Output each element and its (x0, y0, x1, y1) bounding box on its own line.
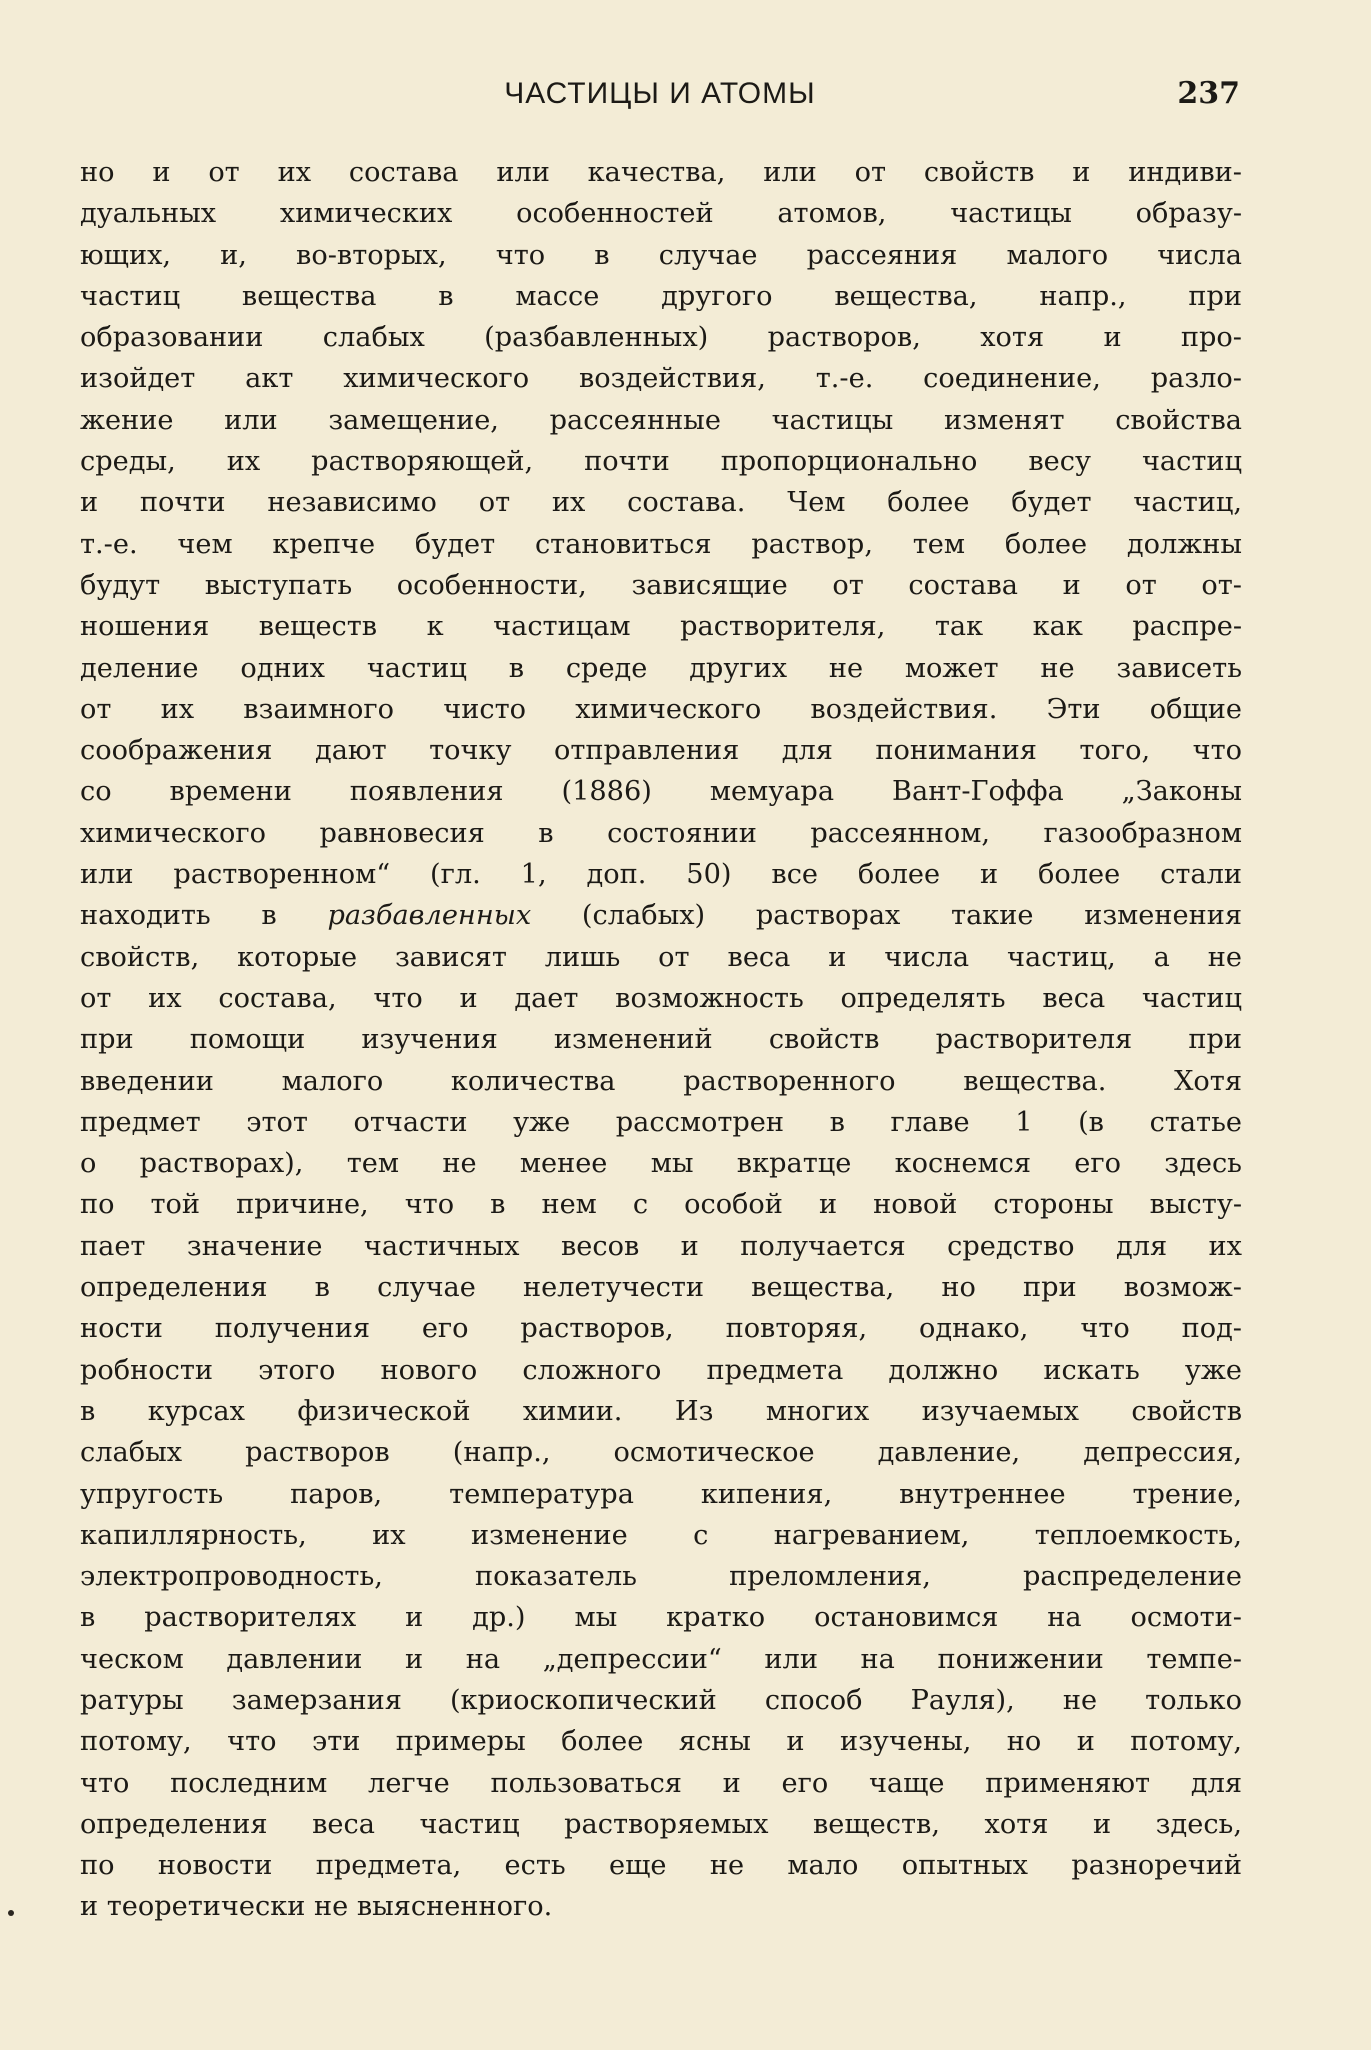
text-line: слабых растворов (напр., осмотическое давление, депрессия, (80, 1437, 1242, 1469)
text-line: в курсах физической химии. Из многих изучаемых свойств (80, 1395, 1242, 1427)
text-line: свойств, которые зависят лишь от веса и числа частиц, а не (80, 941, 1242, 973)
text-line: но и от их состава или качества, или от свойств и индиви- (80, 157, 1242, 188)
text-line: капиллярность, их изменение с нагреванием, теплоемкость, (80, 1519, 1242, 1551)
text-line: ратуры замерзания (криоскопический способ Рауля), не только (80, 1684, 1242, 1716)
text-line: среды, их растворяющей, почти пропорционально весу частиц (80, 446, 1242, 478)
text-line: частиц вещества в массе другого вещества, напр., при (80, 280, 1242, 312)
text-line: ности получения его растворов, повторяя, однако, что под- (80, 1313, 1242, 1345)
margin-dot (8, 1910, 14, 1916)
text-line: упругость паров, температура кипения, внутреннее трение, (80, 1478, 1242, 1510)
text-line: ющих, и, во-вторых, что в случае рассеяния малого числа (80, 239, 1242, 271)
text-segment: (слабых) растворах такие изменения (531, 900, 1242, 932)
text-line: робности этого нового сложного предмета должно искать уже (80, 1354, 1242, 1386)
text-line: дуальных химических особенностей атомов, частицы образу- (80, 198, 1242, 230)
text-line: т.-е. чем крепче будет становиться раствор, тем более должны (80, 528, 1242, 560)
text-line: деление одних частиц в среде других не может не зависеть (80, 652, 1242, 684)
text-line: электропроводность, показатель преломления, распределение (80, 1561, 1242, 1593)
text-line: соображения дают точку отправления для понимания того, что (80, 735, 1242, 767)
text-line: ческом давлении и на „депрессии“ или на понижении темпе- (80, 1643, 1242, 1675)
text-line: со времени появления (1886) мемуара Вант-Гоффа „Законы (80, 776, 1242, 808)
page-number: 237 (1177, 76, 1240, 111)
running-header (80, 74, 1240, 114)
text-line: и теоретически не выясненного. (80, 1891, 553, 1923)
text-line: будут выступать особенности, зависящие от состава и от от- (80, 569, 1242, 601)
text-line: от их состава, что и дает возможность определять веса частиц (80, 982, 1242, 1014)
text-line: что последним легче пользоваться и его чаще применяют для (80, 1767, 1242, 1799)
italic-emphasis: разбавленных (327, 900, 532, 932)
text-line: химического равновесия в состоянии рассеянном, газообразном (80, 817, 1242, 849)
text-line: при помощи изучения изменений свойств растворителя при (80, 1024, 1242, 1056)
text-line: пает значение частичных весов и получается средство для их (80, 1230, 1242, 1262)
body-text (80, 152, 1242, 1928)
text-segment: находить в (80, 900, 328, 932)
text-line (80, 895, 1242, 936)
text-line: предмет этот отчасти уже рассмотрен в главе 1 (в статье (80, 1106, 1242, 1138)
text-line: введении малого количества растворенного вещества. Хотя (80, 1065, 1242, 1097)
text-line: изойдет акт химического воздействия, т.-е. соединение, разло- (80, 363, 1242, 395)
text-line: определения веса частиц растворяемых веществ, хотя и здесь, (80, 1808, 1242, 1840)
text-line: определения в случае нелетучести вещества, но при возмож- (80, 1272, 1242, 1304)
text-line: по новости предмета, есть еще не мало опытных разноречий (80, 1850, 1242, 1882)
text-line: по той причине, что в нем с особой и новой стороны высту- (80, 1189, 1242, 1221)
chapter-title: ЧАСТИЦЫ И АТОМЫ (504, 77, 816, 110)
text-line: от их взаимного чисто химического воздействия. Эти общие (80, 693, 1242, 725)
text-line: и почти независимо от их состава. Чем более будет частиц, (80, 487, 1242, 519)
text-line: ношения веществ к частицам растворителя, так как распре- (80, 611, 1242, 643)
text-line: образовании слабых (разбавленных) растворов, хотя и про- (80, 322, 1242, 354)
text-line: потому, что эти примеры более ясны и изучены, но и потому, (80, 1726, 1242, 1758)
text-line: жение или замещение, рассеянные частицы изменят свойства (80, 404, 1242, 436)
text-line: в растворителях и др.) мы кратко остановимся на осмоти- (80, 1602, 1242, 1634)
text-line: о растворах), тем не менее мы вкратце коснемся его здесь (80, 1148, 1242, 1180)
text-line: или растворенном“ (гл. 1, доп. 50) все более и более стали (80, 859, 1242, 891)
